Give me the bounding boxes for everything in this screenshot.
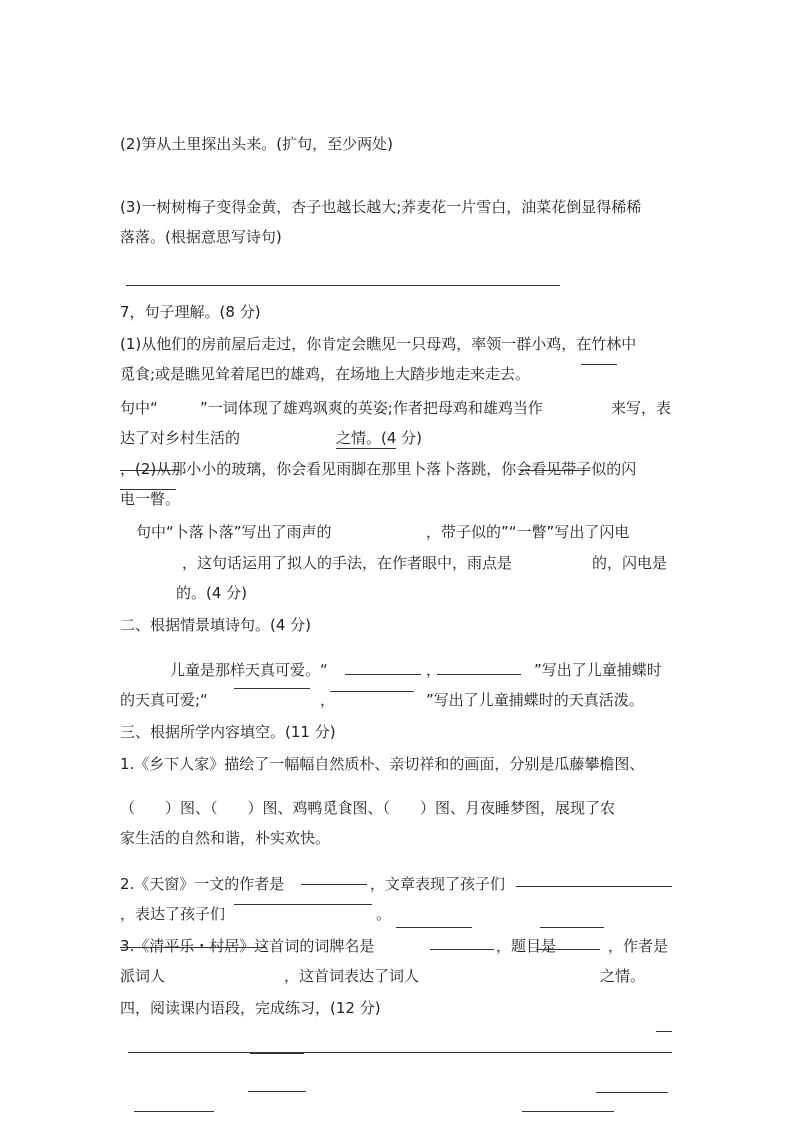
s3-q3-line2-right: 之情。 [600,967,646,985]
answer-blank[interactable] [430,949,494,950]
s2-line1-comma: ， [426,661,442,679]
q7-a2-left: 句中“卜落卜落”写出了雨声的 [136,523,332,541]
s3-q1-line1: 1.《乡下人家》描绘了一幅幅自然质朴、亲切祥和的画面，分别是瓜藤攀檐图、 [120,755,645,773]
q7-title: 7，句子理解。(8 分) [120,303,261,321]
section3-title: 三、根据所学内容填空。(11 分) [120,723,336,741]
q7-a1-left: 句中“ [120,399,158,417]
s2-line2-right: ”写出了儿童捕蝶时的天真活泼。 [426,691,644,709]
answer-blank[interactable] [536,949,600,950]
s3-q3-right: ，作者是 [608,937,669,955]
answer-line[interactable] [248,1091,306,1092]
underline-mark [581,364,617,365]
q7-p1-line1: (1)从他们的房前屋后走过，你肯定会瞧见一只母鸡，率领一群小鸡，在竹林中 [120,335,637,353]
answer-blank[interactable] [234,688,310,689]
q7-a1-right: 来写，表 [611,399,672,417]
q7-a2-line3: 的。(4 分) [176,584,248,602]
s3-q2-left: 2.《天窗》一文的作者是 [120,875,285,893]
q6-item2: (2)笋从土里探出头来。(扩句，至少两处) [120,135,393,153]
s2-line1-left: 儿童是那样天真可爱。“ [170,661,328,679]
answer-line[interactable] [128,1052,672,1053]
underline-mark [120,489,176,490]
s3-q1-line2: （ ）图、（ ）图、鸡鸭觅食图、（ ）图、月夜睡梦图，展现了农 [120,799,616,817]
answer-blank[interactable] [345,674,421,675]
s3-q3-line2-left: 派词人 [120,967,166,985]
s3-q2-line2-left: ，表达了孩子们 [120,905,226,923]
underline-mark [336,448,396,449]
section4-title: 四，阅读课内语段，完成练习，(12 分) [120,999,381,1017]
answer-blank[interactable] [516,886,672,887]
underline-mark [250,1052,304,1054]
answer-line[interactable] [134,1111,214,1112]
s3-q1-line3: 家生活的自然和谐，朴实欢快。 [120,829,331,847]
s3-q3-left: 3.《清平乐・村居》这首词的词牌名是 [120,937,375,955]
q7-a2-line2-left: ，这句话运用了拟人的手法，在作者眼中，雨点是 [182,554,513,572]
answer-blank[interactable] [330,691,414,692]
q6-item3-line2: 落落。(根据意思写诗句) [120,228,282,246]
s2-line2-comma: ， [320,691,336,709]
q7-p2-line2: 电一瞥。 [120,490,181,508]
answer-blank[interactable] [540,927,604,928]
strike-mark [120,470,180,471]
s3-q2-line2-right: 。 [376,905,392,923]
section2-title: 二、根据情景填诗句。(4 分) [120,616,312,634]
q7-p1-line2: 觅食;或是瞧见耸着尾巴的雄鸡，在场地上大踏步地走来走去。 [120,365,531,383]
q7-a1-line2-left: 达了对乡村生活的 [120,429,241,447]
q7-a1-line2-right: 之情。(4 分) [336,429,423,447]
q6-item3-line1: (3)一树树梅子变得金黄，杏子也越长越大;荞麦花一片雪白，油菜花倒显得稀稀 [120,198,642,216]
answer-line-q6[interactable] [126,285,560,286]
answer-line[interactable] [522,1111,614,1112]
s3-q3-line2-mid: ，这首词表达了词人 [284,967,420,985]
q7-a2-line2-right: 的，闪电是 [592,554,668,572]
answer-blank[interactable] [234,904,372,905]
answer-blank[interactable] [396,927,472,928]
answer-blank[interactable] [301,884,367,885]
answer-line[interactable] [656,1031,672,1032]
q7-a1-mid: ”一词体现了雄鸡飒爽的英姿;作者把母鸡和雄鸡当作 [200,399,543,417]
s3-q3-mid: ，题目是 [496,937,557,955]
s2-line1-right: ”写出了儿童捕蝶时 [534,661,662,679]
q7-p2-line1: ，(2)从那小小的玻璃，你会看见雨脚在那里卜落卜落跳，你会看见带子似的闪 [120,460,637,478]
strike-mark [120,947,266,948]
q7-a2-right: ，带子似的”“一瞥”写出了闪电 [426,523,630,541]
answer-blank[interactable] [437,674,521,675]
answer-line[interactable] [596,1092,668,1093]
strike-mark [520,470,590,471]
s2-line2-left: 的天真可爱;“ [120,691,208,709]
s3-q2-right: ，文章表现了孩子们 [370,875,506,893]
